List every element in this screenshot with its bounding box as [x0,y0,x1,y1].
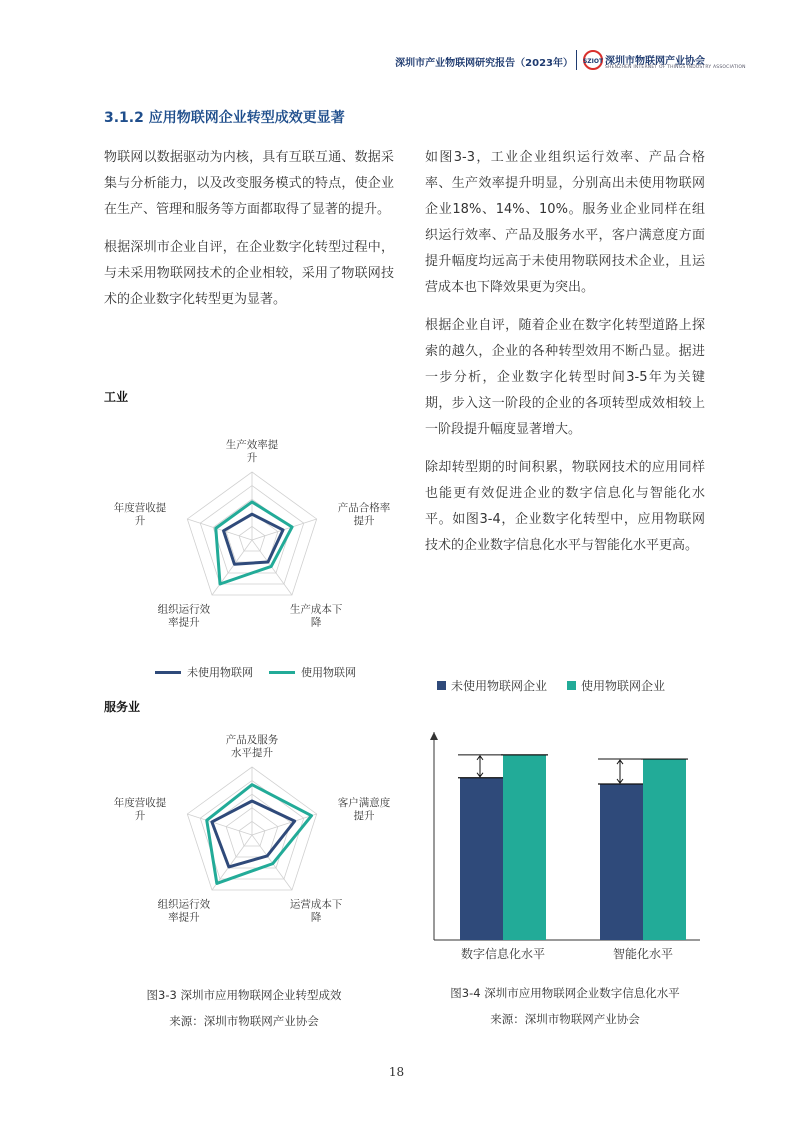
radar-service-axis-label: 组织运行效率提升 [157,898,211,924]
logo-text: SZIOT [582,58,604,65]
legend-label-non-iot: 未使用物联网 [187,666,253,679]
legend-label-iot: 使用物联网 [301,666,356,679]
legend-swatch-teal [567,681,576,690]
radar-industry-heading: 工业 [104,390,129,404]
bar-category-label: 智能化水平 [612,947,674,961]
radar-chart-service [100,720,410,940]
radar-legend [155,664,356,680]
y-axis-arrow-icon [430,732,438,740]
figure-3-4-caption: 图3-4 深圳市应用物联网企业数字信息化水平 [450,986,680,1000]
radar-service-axis-label: 年度营收提升 [113,796,167,822]
radar-industry-axis-line [187,519,252,540]
bar-iot-1 [643,759,686,940]
legend-line-teal [269,671,295,674]
legend-swatch-navy [437,681,446,690]
header-divider [576,50,577,70]
bar-non-iot-1 [600,784,643,940]
bar-legend-label-iot: 使用物联网企业 [581,679,666,693]
radar-industry-axis-label: 组织运行效率提升 [157,603,211,629]
org-name-en: SHENZHEN INTERNET OF THINGS INDUSTRY ASSOCIATION [605,65,746,70]
figure-3-4-source: 来源：深圳市物联网产业协会 [490,1012,640,1026]
association-logo-icon [582,50,604,70]
radar-industry-axis-label: 生产效率提升 [225,439,279,464]
radar-service-axis-label: 运营成本下降 [289,898,343,924]
radar-chart-industry [100,425,410,645]
left-paragraph-2: 根据深圳市企业自评，在企业数字化转型过程中，与未采用物联网技术的企业相较，采用了物联网技术的企业数字化转型更为显著。 [104,240,394,307]
right-paragraph-2: 根据企业自评，随着企业在数字化转型道路上探索的越久，企业的各种转型效用不断凸显。据进一步分析，企业数字化转型时间3-5年为关键期，步入这一阶段的企业的各项转型成效相较上一阶段提升幅度显著增大。 [425,318,705,437]
bar-non-iot-0 [460,778,503,940]
figure-3-3-source: 来源：深圳市物联网产业协会 [169,1014,319,1028]
radar-service-axis-label: 客户满意度提升 [337,796,391,822]
section-title: 3.1.2 应用物联网企业转型成效更显著 [104,110,345,126]
right-paragraph-3: 除却转型期的时间积累，物联网技术的应用同样也能更有效促进企业的数字信息化与智能化水平。如图3-4，企业数字化转型中，应用物联网技术的企业数字信息化水平与智能化水平更高。 [425,460,705,553]
left-column [104,145,394,313]
report-title: 深圳市产业物联网研究报告（2023年） [395,58,573,69]
radar-service-heading: 服务业 [104,700,141,714]
org-name: 深圳市物联网产业协会 [605,56,705,67]
bar-legend-label-non-iot: 未使用物联网企业 [451,679,548,693]
radar-industry-axis-label: 产品合格率提升 [337,501,391,527]
bar-chart-digitalization [420,722,710,972]
left-paragraph-1: 物联网以数据驱动为内核，具有互联互通、数据采集与分析能力，以及改变服务模式的特点，使企业在生产、管理和服务等方面都取得了显著的提升。 [104,150,394,217]
bar-iot-0 [503,755,546,940]
bar-legend [437,677,665,694]
right-paragraph-1: 如图3-3，工业企业组织运行效率、产品合格率、生产效率提升明显，分别高出未使用物联网企业18%、14%、10%。服务业企业同样在组织运行效率、产品及服务水平，客户满意度方面提升幅度均远高于未使用物联网技术企业，且运营成本也下降效果更为突出。 [425,150,705,295]
radar-industry-axis-label: 生产成本下降 [289,603,343,629]
figure-3-3-caption: 图3-3 深圳市应用物联网企业转型成效 [146,988,342,1002]
page-number: 18 [388,1065,405,1079]
right-column [425,145,705,559]
radar-service-axis-label: 产品及服务水平提升 [225,734,279,759]
bar-category-label: 数字信息化水平 [460,947,546,961]
radar-industry-axis-label: 年度营收提升 [113,501,167,527]
legend-line-navy [155,671,181,674]
